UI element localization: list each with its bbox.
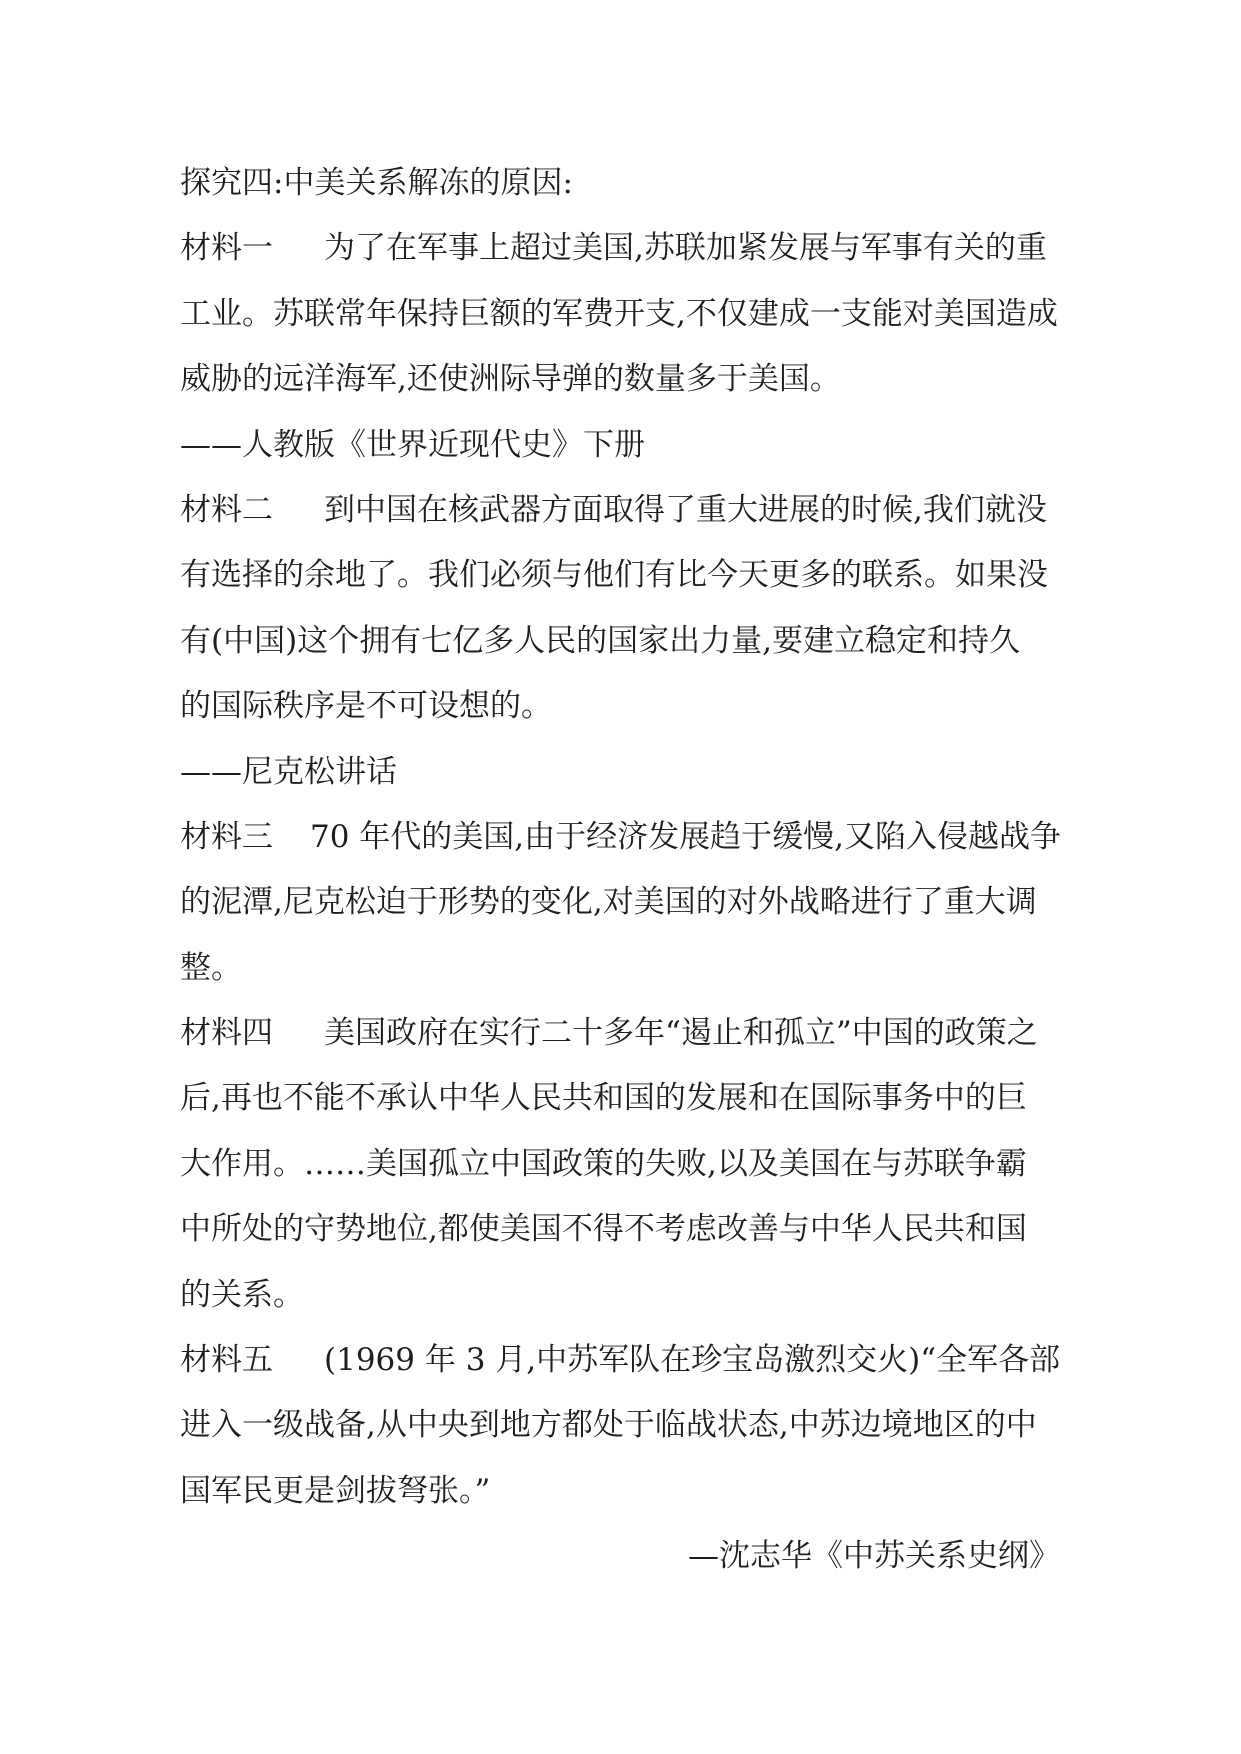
- material-5-source: —沈志华《中苏关系史纲》: [688, 1538, 1060, 1575]
- material-4-line-3: 大作用。……美国孤立中国政策的失败,以及美国在与苏联争霸: [180, 1145, 1027, 1182]
- material-1-line-1: 为了在军事上超过美国,苏联加紧发展与军事有关的重: [324, 230, 1047, 267]
- material-2-label: 材料二: [180, 491, 273, 528]
- material-3-line-3: 整。: [180, 949, 242, 986]
- material-5-line-3: 国军民更是剑拔弩张。”: [180, 1472, 491, 1509]
- material-4-first-line: [180, 1001, 1060, 1066]
- material-1-label: 材料一: [180, 230, 273, 267]
- material-2-line-1: 到中国在核武器方面取得了重大进展的时候,我们就没: [324, 491, 1047, 528]
- material-3-first-line: [180, 805, 1060, 870]
- material-1-line-3: 威胁的远洋海军,还使洲际导弹的数量多于美国。: [180, 361, 841, 398]
- material-4-line-1: 美国政府在实行二十多年“遏止和孤立”中国的政策之: [324, 1015, 1038, 1052]
- material-4-line-5: 的关系。: [180, 1276, 304, 1313]
- material-1-line-2: 工业。苏联常年保持巨额的军费开支,不仅建成一支能对美国造成: [180, 295, 1058, 332]
- material-5-first-line: [180, 1328, 1060, 1393]
- section-heading: 探究四:中美关系解冻的原因:: [180, 165, 573, 201]
- document-page: [180, 151, 1060, 1590]
- material-2-line-4: 的国际秩序是不可设想的。: [180, 688, 552, 725]
- material-2-first-line: [180, 478, 1060, 543]
- material-1-first-line: [180, 216, 1060, 281]
- material-5-label: 材料五: [180, 1342, 273, 1379]
- material-5-line-2: 进入一级战备,从中央到地方都处于临战状态,中苏边境地区的中: [180, 1407, 1037, 1444]
- material-5-line-1: (1969 年 3 月,中苏军队在珍宝岛激烈交火)“全军各部: [324, 1342, 1061, 1379]
- material-3-line-1: 70 年代的美国,由于经济发展趋于缓慢,又陷入侵越战争: [310, 818, 1062, 855]
- material-2-line-2: 有选择的余地了。我们必须与他们有比今天更多的联系。如果没: [180, 557, 1048, 594]
- material-2-line-3: 有(中国)这个拥有七亿多人民的国家出力量,要建立稳定和持久: [180, 622, 1021, 659]
- material-4-label: 材料四: [180, 1015, 273, 1052]
- material-4-line-2: 后,再也不能不承认中华人民共和国的发展和在国际事务中的巨: [180, 1080, 1027, 1117]
- material-3-label: 材料三: [180, 818, 273, 855]
- material-2-source: ——尼克松讲话: [180, 753, 397, 790]
- material-3-line-2: 的泥潭,尼克松迫于形势的变化,对美国的对外战略进行了重大调: [180, 884, 1037, 921]
- material-1-source: ——人教版《世界近现代史》下册: [180, 426, 645, 463]
- material-4-line-4: 中所处的守势地位,都使美国不得不考虑改善与中华人民共和国: [180, 1211, 1027, 1248]
